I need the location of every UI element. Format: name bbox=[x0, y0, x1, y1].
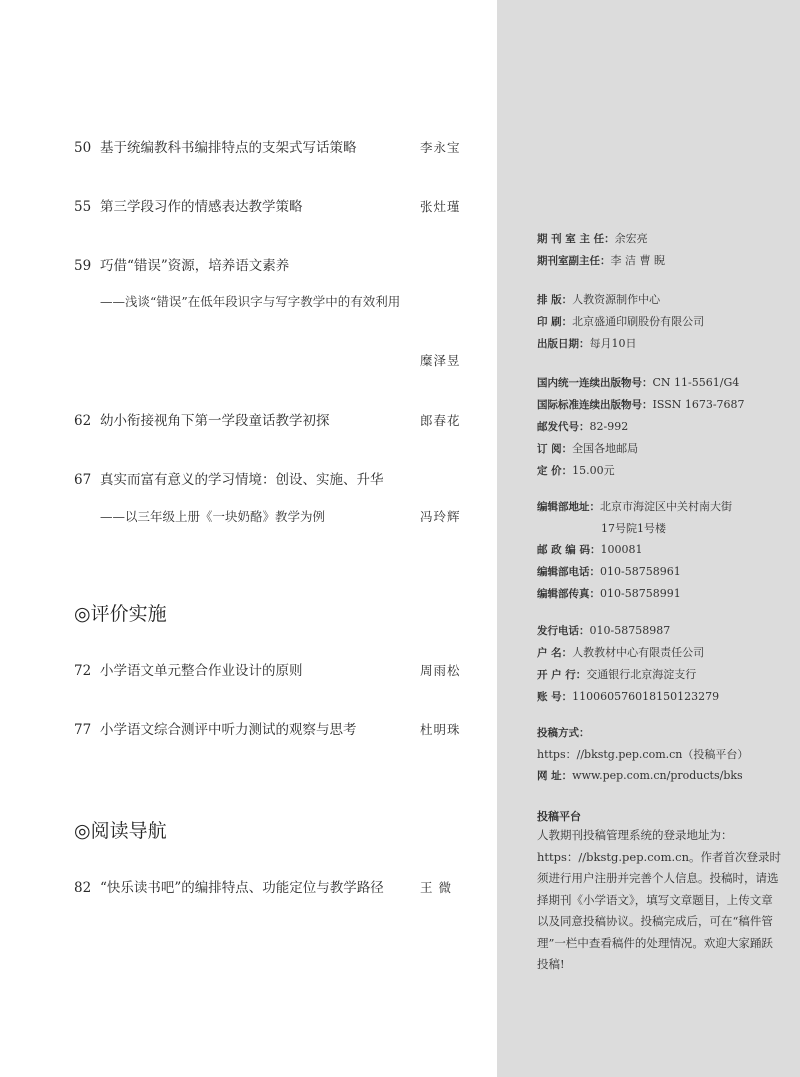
page-number: 77 bbox=[74, 722, 92, 738]
editors-block bbox=[537, 228, 787, 272]
info-label: 期刊室副主任： bbox=[537, 255, 611, 267]
info-value: ISSN 1673-7687 bbox=[652, 398, 745, 411]
info-value: 17号院1号楼 bbox=[601, 522, 666, 535]
production-block bbox=[537, 289, 787, 355]
article-author: 糜泽昱 bbox=[420, 353, 461, 368]
page-number: 82 bbox=[74, 880, 92, 896]
page-number: 62 bbox=[74, 413, 92, 429]
page-number: 72 bbox=[74, 663, 92, 679]
toc-entry bbox=[74, 662, 474, 680]
info-label: 编辑部电话： bbox=[537, 566, 600, 578]
info-line bbox=[537, 583, 787, 605]
website-link[interactable]: www.pep.com.cn/products/bks bbox=[572, 769, 743, 782]
article-title: 巧借“错误”资源，培养语文素养 bbox=[100, 258, 290, 274]
platform-heading: 投稿平台 bbox=[537, 810, 581, 823]
info-value: 82-992 bbox=[589, 420, 629, 433]
info-value: 北京市海淀区中关村南大街 bbox=[600, 500, 732, 513]
info-label: 国内统一连续出版物号： bbox=[537, 377, 653, 389]
info-line bbox=[537, 496, 787, 518]
info-label: 开 户 行： bbox=[537, 669, 587, 681]
info-value: 110060576018150123279 bbox=[572, 690, 720, 703]
info-label: 发行电话： bbox=[537, 625, 590, 637]
info-label: 定 价： bbox=[537, 465, 573, 477]
info-line bbox=[537, 765, 787, 787]
contact-block bbox=[537, 496, 787, 605]
info-value: 交通银行北京海淀支行 bbox=[586, 668, 697, 681]
section-heading: ◎评价实施 bbox=[74, 603, 167, 625]
section-heading: ◎阅读导航 bbox=[74, 820, 167, 842]
toc-entry bbox=[74, 257, 474, 275]
submission-url[interactable]: https：//bkstg.pep.com.cn（投稿平台） bbox=[537, 748, 749, 761]
info-line bbox=[537, 438, 787, 460]
toc-entry bbox=[74, 198, 474, 216]
page-number: 55 bbox=[74, 199, 92, 215]
info-value: 人教资源制作中心 bbox=[572, 293, 661, 306]
page-number: 67 bbox=[74, 472, 92, 488]
info-line bbox=[537, 416, 787, 438]
info-line bbox=[537, 664, 787, 686]
info-value: CN 11-5561/G4 bbox=[652, 376, 740, 389]
info-line bbox=[537, 620, 787, 642]
info-value: 010-58758991 bbox=[600, 587, 681, 600]
article-author: 张灶瑾 bbox=[420, 199, 461, 214]
info-line bbox=[537, 394, 787, 416]
article-subtitle: ——以三年级上册《一块奶酪》教学为例 bbox=[100, 509, 326, 524]
info-line bbox=[537, 686, 787, 708]
platform-description: 人教期刊投稿管理系统的登录地址为：https：//bkstg.pep.com.cn。作者首次登录时须进行用户注册并完善个人信息。投稿时，请选择期刊《小学语文》，填写文章题目，上传文章以及同意投稿协议。投稿完成后，可在“稿件管理”一栏中查看稿件的处理情况。欢迎大家踊跃投稿! bbox=[537, 828, 781, 971]
article-title: 基于统编教科书编排特点的支架式写话策略 bbox=[100, 140, 357, 156]
toc-entry bbox=[74, 471, 474, 489]
info-label: 排 版： bbox=[537, 294, 573, 306]
info-value: 010-58758987 bbox=[589, 624, 671, 637]
toc-entry bbox=[74, 139, 474, 157]
info-line bbox=[537, 642, 787, 664]
info-label: 期 刊 室 主 任： bbox=[537, 233, 615, 245]
info-value: 余宏亮 bbox=[614, 232, 648, 245]
info-label: 印 刷： bbox=[537, 316, 573, 328]
info-line bbox=[537, 311, 787, 333]
article-author: 王 微 bbox=[420, 880, 452, 895]
article-title: 小学语文综合测评中听力测试的观察与思考 bbox=[100, 722, 357, 738]
info-line bbox=[537, 250, 787, 272]
page-number: 50 bbox=[74, 140, 92, 156]
article-author: 郎春花 bbox=[420, 413, 461, 428]
info-label: 邮发代号： bbox=[537, 421, 590, 433]
article-title: “快乐读书吧”的编排特点、功能定位与教学路径 bbox=[100, 880, 384, 896]
info-label: 出版日期： bbox=[537, 338, 590, 350]
distribution-block bbox=[537, 620, 787, 708]
info-value: 北京盛通印刷股份有限公司 bbox=[572, 315, 705, 328]
toc-entry bbox=[74, 879, 474, 897]
info-label: 订 阅： bbox=[537, 443, 573, 455]
page-number: 59 bbox=[74, 258, 92, 274]
article-title: 第三学段习作的情感表达教学策略 bbox=[100, 199, 303, 215]
info-value: 100081 bbox=[600, 543, 643, 556]
info-line bbox=[537, 518, 787, 539]
submission-heading: 投稿方式： bbox=[537, 727, 590, 739]
info-label: 邮 政 编 码： bbox=[537, 544, 601, 556]
article-author: 周雨松 bbox=[420, 663, 461, 678]
info-value: 010-58758961 bbox=[600, 565, 681, 578]
info-label: 户 名： bbox=[537, 647, 573, 659]
info-line bbox=[537, 289, 787, 311]
info-line bbox=[537, 561, 787, 583]
article-title: 幼小衔接视角下第一学段童话教学初探 bbox=[100, 413, 330, 429]
info-label: 网 址： bbox=[537, 770, 573, 782]
toc-entry bbox=[74, 721, 474, 739]
article-author: 冯玲辉 bbox=[420, 509, 461, 524]
info-value: 15.00元 bbox=[572, 464, 615, 477]
info-label: 国际标准连续出版物号： bbox=[537, 399, 653, 411]
article-title: 小学语文单元整合作业设计的原则 bbox=[100, 663, 303, 679]
info-line bbox=[537, 228, 787, 250]
article-author: 杜明珠 bbox=[420, 722, 461, 737]
info-value: 李 洁 曹 睨 bbox=[610, 254, 665, 267]
info-line bbox=[537, 722, 787, 744]
info-value: 每月10日 bbox=[589, 337, 637, 350]
info-line bbox=[537, 333, 787, 355]
info-value: 全国各地邮局 bbox=[572, 442, 639, 455]
publication-numbers-block bbox=[537, 372, 787, 482]
info-line bbox=[537, 539, 787, 561]
info-value: 人教教材中心有限责任公司 bbox=[572, 646, 705, 659]
article-subtitle: ——浅谈“错误”在低年段识字与写字教学中的有效利用 bbox=[100, 294, 401, 309]
info-line bbox=[537, 460, 787, 482]
info-label: 编辑部地址： bbox=[537, 501, 600, 513]
info-label: 账 号： bbox=[537, 691, 573, 703]
toc-entry bbox=[74, 412, 474, 430]
info-label: 编辑部传真： bbox=[537, 588, 600, 600]
submission-block bbox=[537, 722, 787, 787]
info-line bbox=[537, 372, 787, 394]
article-title: 真实而富有意义的学习情境：创设、实施、升华 bbox=[100, 472, 384, 488]
article-author: 李永宝 bbox=[420, 140, 461, 155]
